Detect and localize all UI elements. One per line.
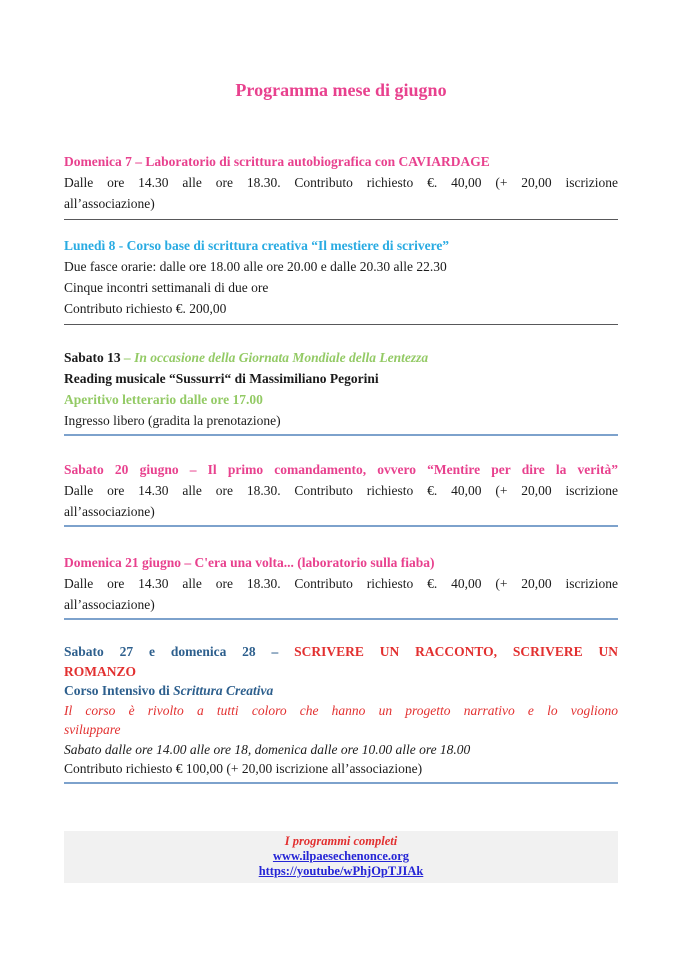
course-description-line: Il corso è rivolto a tutti coloro che hanno un progetto narrativo e lo vogliono bbox=[64, 702, 618, 718]
course-schedule: Sabato dalle ore 14.00 alle ore 18, domenica dalle ore 10.00 alle ore 18.00 bbox=[64, 741, 471, 757]
section-body-line: Cinque incontri settimanali di due ore bbox=[64, 280, 269, 295]
event-title-line1: SCRIVERE UN RACCONTO, SCRIVERE UN bbox=[294, 644, 619, 659]
event-title: Reading musicale “Sussurri“ di Massimiliano Pegorini bbox=[64, 371, 379, 386]
section-body-line: all’associazione) bbox=[64, 597, 155, 612]
section-heading bbox=[64, 642, 618, 662]
course-name-prefix: Corso Intensivo di bbox=[64, 683, 174, 698]
footer-link-row bbox=[64, 849, 618, 864]
section-heading: Lunedì 8 - Corso base di scrittura creativa “Il mestiere di scrivere” bbox=[64, 238, 450, 253]
event-date: Sabato 27 e domenica 28 – bbox=[64, 644, 295, 659]
youtube-link[interactable]: https://youtube/wPhjOpTJIAk bbox=[258, 863, 424, 878]
section-sabato-13 bbox=[64, 347, 618, 431]
course-name-italic: Scrittura Creativa bbox=[173, 683, 274, 698]
section-lunedi-8 bbox=[64, 235, 618, 319]
section-divider bbox=[64, 615, 618, 620]
section-heading: Domenica 7 – Laboratorio di scrittura autobiografica con CAVIARDAGE bbox=[64, 154, 490, 169]
section-divider bbox=[64, 522, 618, 527]
event-title-line2: ROMANZO bbox=[64, 663, 136, 679]
section-heading: Domenica 21 giugno – C'era una volta... (laboratorio sulla fiaba) bbox=[64, 555, 435, 570]
section-sabato-27-domenica-28 bbox=[64, 642, 618, 779]
section-heading bbox=[64, 347, 618, 368]
section-sabato-20 bbox=[64, 459, 618, 522]
section-divider bbox=[64, 214, 618, 220]
section-heading: Sabato 20 giugno – Il primo comandamento, ovvero “Mentire per dire la verità” bbox=[64, 462, 618, 477]
section-body-line: Dalle ore 14.30 alle ore 18.30. Contributo richiesto €. 40,00 (+ 20,00 iscrizione bbox=[64, 576, 618, 591]
event-date: Sabato 13 bbox=[64, 350, 125, 365]
course-name bbox=[64, 681, 618, 701]
website-link[interactable]: www.ilpaesechenonce.org bbox=[272, 848, 410, 863]
footer-title: I programmi completi bbox=[284, 833, 398, 848]
course-fee: Contributo richiesto € 100,00 (+ 20,00 iscrizione all’associazione) bbox=[64, 761, 423, 776]
section-divider bbox=[64, 779, 618, 784]
footer-link-row bbox=[64, 864, 618, 879]
section-divider bbox=[64, 431, 618, 436]
section-body-line: all’associazione) bbox=[64, 504, 155, 519]
footer-box bbox=[64, 831, 618, 883]
event-subtitle: Aperitivo letterario dalle ore 17.00 bbox=[64, 392, 263, 407]
section-body-line: all’associazione) bbox=[64, 196, 155, 211]
section-body-line: Ingresso libero (gradita la prenotazione) bbox=[64, 413, 281, 428]
section-body-line: Contributo richiesto €. 200,00 bbox=[64, 301, 227, 316]
section-domenica-21 bbox=[64, 552, 618, 615]
course-description-line: sviluppare bbox=[64, 722, 121, 737]
section-body-line: Dalle ore 14.30 alle ore 18.30. Contributo richiesto €. 40,00 (+ 20,00 iscrizione bbox=[64, 483, 618, 498]
page-title: Programma mese di giugno bbox=[235, 80, 447, 100]
section-body-line: Dalle ore 14.30 alle ore 18.30. Contributo richiesto €. 40,00 (+ 20,00 iscrizione bbox=[64, 175, 618, 190]
section-domenica-7 bbox=[64, 151, 618, 214]
section-body-line: Due fasce orarie: dalle ore 18.00 alle ore 20.00 e dalle 20.30 alle 22.30 bbox=[64, 259, 447, 274]
event-occasion: – In occasione della Giornata Mondiale della Lentezza bbox=[124, 350, 429, 365]
section-divider bbox=[64, 319, 618, 325]
